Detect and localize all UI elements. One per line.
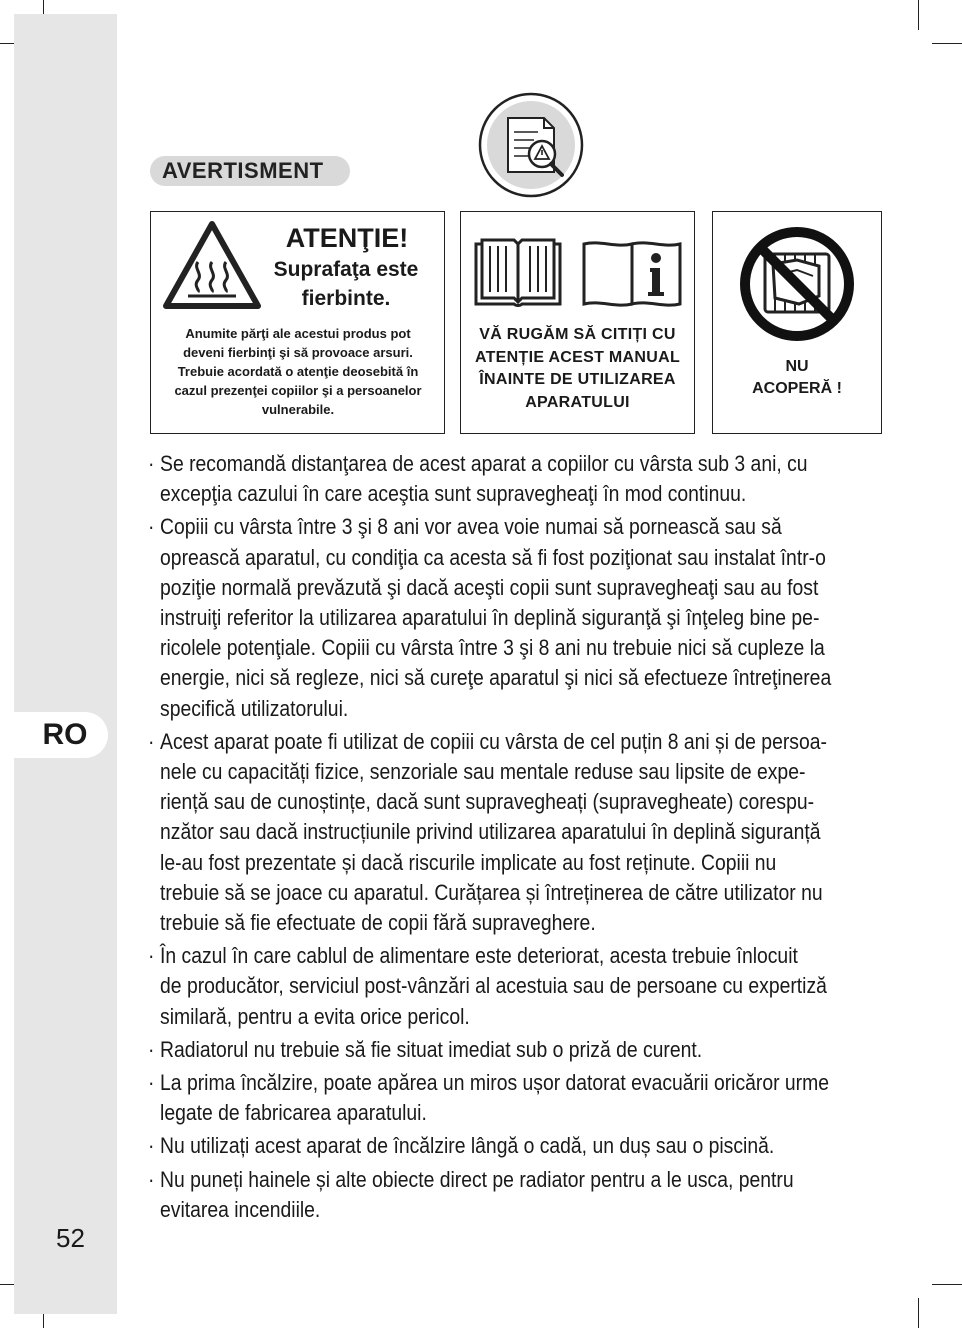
attention-body-line: cazul prezenţei copiilor şi a persoanelor — [174, 383, 422, 398]
safety-instructions-list — [148, 449, 888, 1228]
list-item-line: energie, nici să regleze, nici să cureţe aparatul şi nici să efectueze întreţinerea — [160, 665, 832, 691]
language-label: RO — [42, 718, 88, 751]
do-not-cover-line: NU — [785, 358, 809, 375]
list-item-line: Copiii cu vârsta între 3 şi 8 ani vor avea voie numai să pornească sau să — [160, 514, 782, 540]
attention-title: ATENŢIE! — [285, 223, 409, 253]
bullet-marker: · — [148, 1036, 155, 1062]
read-manual-line: VĂ RUGĂM SĂ CITIȚI CU — [479, 326, 676, 343]
list-item-line: evitarea incendiile. — [160, 1196, 321, 1222]
bullet-marker: · — [148, 451, 155, 476]
list-item — [148, 1035, 900, 1065]
attention-body-line: Trebuie acordată o atenţie deosebită în — [177, 364, 419, 379]
list-item-line: Nu puneți hainele și alte obiecte direct pe radiator pentru a le usca, pentru — [160, 1166, 794, 1192]
list-item-line: trebuie să fie efectuate de copii fără supraveghere. — [160, 910, 596, 936]
list-item-line: nzător sau dacă instrucțiunile privind utilizarea aparatului în deplină siguranță — [160, 819, 821, 845]
list-item-line: ricolele potenţiale. Copiii cu vârsta între 3 şi 8 ani nu trebuie nici să cupleze la — [160, 635, 825, 661]
bullet-marker: · — [148, 1133, 155, 1159]
manual-warning-icon — [478, 92, 584, 198]
list-item-line: Radiatorul nu trebuie să fie situat imediat sub o priză de curent. — [160, 1036, 703, 1062]
crop-mark — [918, 0, 919, 30]
list-item — [148, 1131, 900, 1161]
list-item — [148, 727, 900, 938]
page-number: 52 — [56, 1223, 85, 1253]
list-item-line: oprească aparatul, cu condiţia ca acesta să fi fost poziţionat sau instalat într-o — [160, 544, 826, 570]
attention-body-line: deveni fierbinţi şi să provoace arsuri. — [183, 345, 413, 360]
list-item — [148, 449, 900, 509]
list-item-line: riență sau de cunoștințe, dacă sunt supravegheați (supravegheate) corespu- — [160, 789, 815, 815]
list-item-line: Nu utilizați acest aparat de încălzire lângă o cadă, un duș sau o piscină. — [160, 1133, 775, 1159]
list-item — [148, 941, 900, 1032]
list-item-line: specifică utilizatorului. — [160, 695, 349, 721]
bullet-marker: · — [148, 1166, 155, 1192]
list-item-line: de producător, serviciul post-vânzări al acestuia sau de persoane cu expertiză — [160, 973, 827, 999]
list-item — [148, 512, 900, 723]
crop-mark — [932, 43, 962, 44]
read-manual-line: APARATULUI — [525, 393, 630, 411]
list-item-line: Se recomandă distanţarea de acest aparat a copiilor cu vârsta sub 3 ani, cu — [160, 451, 808, 476]
list-item-line: La prima încălzire, poate apărea un miros ușor datorat evacuării oricăror urme — [160, 1070, 830, 1096]
warning-heading: AVERTISMENT — [150, 156, 350, 186]
list-item-line: Acest aparat poate fi utilizat de copiii cu vârsta de cel puțin 8 ani și de persoa- — [160, 728, 827, 754]
list-item-line: excepţia cazului în care aceştia sunt supravegheaţi în mod continuu. — [160, 481, 747, 507]
do-not-cover-text — [714, 356, 880, 400]
page-sidebar — [14, 14, 117, 1314]
list-item — [148, 1165, 900, 1225]
list-item-line: poziţie normală prevăzută şi dacă aceşti copii sunt supravegheaţi sau au fost — [160, 574, 819, 600]
attention-body-line: vulnerabile. — [261, 402, 335, 417]
list-item-line: le-au fost prezentate și dacă riscurile implicate au fost reținute. Copiii nu — [160, 849, 777, 875]
read-manual-text — [463, 324, 692, 414]
list-item-line: similară, pentru a evita orice pericol. — [160, 1003, 470, 1029]
list-item-line: nele cu capacități fizice, senzoriale sau mentale reduse sau lipsite de expe- — [160, 759, 806, 785]
do-not-cover-line: ACOPERĂ ! — [752, 380, 842, 397]
read-manual-line: ATENȚIE ACEST MANUAL — [474, 348, 681, 366]
hot-surface-triangle-icon — [160, 218, 264, 314]
attention-body — [158, 324, 438, 419]
bullet-marker: · — [148, 1070, 155, 1096]
list-item-line: trebuie să se joace cu aparatul. Curățarea și întreținerea de către utilizator nu — [160, 879, 823, 905]
attention-subtitle-line: fierbinte. — [301, 287, 391, 310]
crop-mark — [918, 1298, 919, 1328]
list-item-line: instruiţi referitor la utilizarea aparatului în deplină siguranţă şi înţeleg bine pe- — [160, 605, 820, 631]
attention-subtitle-line: Suprafaţa este — [273, 258, 419, 281]
attention-body-line: Anumite părţi ale acestui produs pot — [185, 326, 411, 341]
attention-subtitle — [258, 255, 434, 313]
read-manual-line: ÎNAINTE DE UTILIZAREA — [479, 371, 676, 388]
do-not-cover-icon — [737, 224, 857, 344]
bullet-marker: · — [148, 728, 155, 754]
open-book-icon — [470, 236, 566, 312]
info-manual-icon — [580, 238, 684, 310]
list-item-line: În cazul în care cablul de alimentare este deteriorat, acesta trebuie înlocuit — [160, 943, 798, 969]
crop-mark — [932, 1284, 962, 1285]
list-item-line: legate de fabricarea aparatului. — [160, 1100, 427, 1126]
list-item — [148, 1068, 900, 1128]
bullet-marker: · — [148, 514, 155, 540]
bullet-marker: · — [148, 943, 155, 969]
